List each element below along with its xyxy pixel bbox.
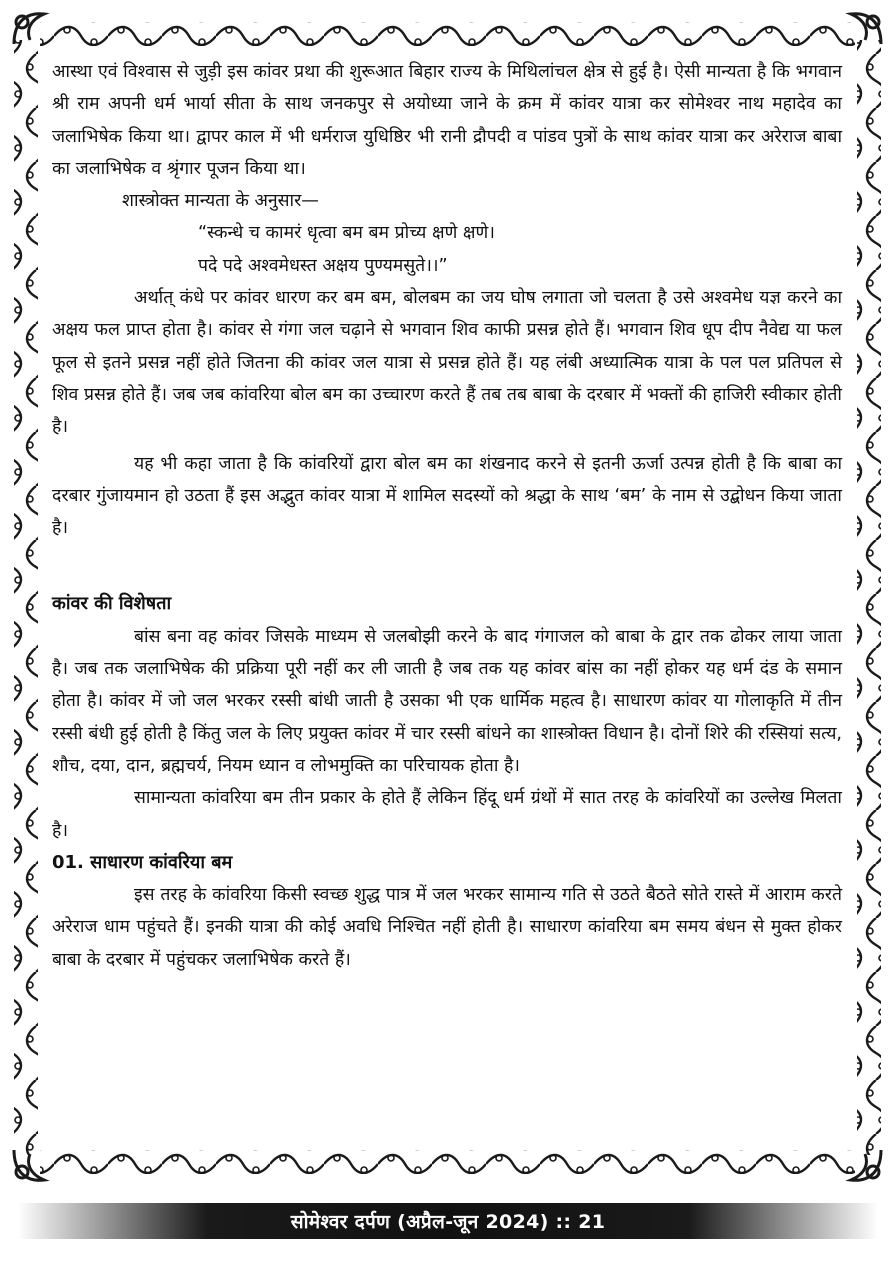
page-footer — [18, 1203, 878, 1239]
article-body — [52, 56, 842, 976]
paragraph-meaning: अर्थात् कंधे पर कांवर धारण कर बम बम, बोलबम का जय घोष लगाता जो चलता है उसे अश्वमेध यज्ञ करने का अक्षय फल प्राप्त होता है। कांवर से गंगा जल चढ़ाने से भगवान शिव काफी प्रसन्न होते हैं। भगवान शिव धूप दीप नैवेद्य या फल फूल से इतने प्रसन्न नहीं होते जितना की कांवर जल यात्रा से प्रसन्न होते हैं। यह लंबी अध्यात्मिक यात्रा के पल पल प्रतिपल से शिव प्रसन्न होते हैं। जब जब कांवरिया बोल बम का उच्चारण करते हैं तब तब बाबा के दरबार में भक्तों की हाजिरी स्वीकार होती है। — [52, 288, 842, 438]
section-heading-kanwar-features: कांवर की विशेषता — [52, 593, 172, 615]
paragraph-kanwar-features: बांस बना वह कांवर जिसके माध्यम से जलबोझी करने के बाद गंगाजल को बाबा के द्वार तक ढोकर लाया जाता है। जब तक जलाभिषेक की प्रक्रिया पूरी नहीं कर ली जाती है जब तक यह कांवर बांस का नहीं होकर यह धर्म दंड के समान होता है। कांवर में जो जल भरकर रस्सी बांधी जाती है उसका भी एक धार्मिक महत्व है। साधारण कांवर या गोलाकृति में तीन रस्सी बंधी हुई होती है किंतु जल के लिए प्रयुक्त कांवर में चार रस्सी बांधने का शास्त्रोक्त विधान है। दोनों शिरे की रस्सियां सत्य, शौच, दया, दान, ब्रह्मचर्य, नियम ध्यान व लोभमुक्ति का परिचायक होता है। — [52, 626, 842, 776]
paragraph-origin: आस्था एवं विश्वास से जुड़ी इस कांवर प्रथा की शुरूआत बिहार राज्य के मिथिलांचल क्षेत्र से हुई है। ऐसी मान्यता है कि भगवान श्री राम अपनी धर्म भार्या सीता के साथ जनकपुर से अयोध्या जाने के क्रम में कांवर यात्रा कर सोमेश्वर नाथ महादेव का जलाभिषेक किया था। द्वापर काल में भी धर्मराज युधिष्ठिर भी रानी द्रौपदी व पांडव पुत्रों के साथ कांवर यात्रा कर अरेराज बाबा का जलाभिषेक व श्रृंगार पूजन किया था। — [52, 62, 842, 179]
paragraph-kanwar-types: सामान्यता कांवरिया बम तीन प्रकार के होते हैं लेकिन हिंदू धर्म ग्रंथों में सात तरह के कांवरियों का उल्लेख मिलता है। — [52, 788, 842, 841]
sanskrit-verse-line-2: पदे पदे अश्वमेधस्त अक्षय पुण्यमसुते।।” — [198, 255, 448, 276]
footer-magazine-issue-page: सोमेश्वर दर्पण (अप्रैल-जून 2024) :: 21 — [290, 1211, 606, 1233]
paragraph-bol-bam: यह भी कहा जाता है कि कांवरियों द्वारा बोल बम का शंखनाद करने से इतनी ऊर्जा उत्पन्न होती है कि बाबा का दरबार गुंजायमान हो उठता हैं इस अद्भुत कांवर यात्रा में शामिल सदस्यों को श्रद्धा के साथ ‘बम’ के नाम से उद्बोधन किया जाता है। — [52, 453, 842, 539]
section-heading-sadharan-bam: 01. साधारण कांवरिया बम — [52, 851, 233, 873]
scripture-reference-intro: शास्त्रोक्त मान्यता के अनुसार— — [122, 191, 319, 212]
paragraph-sadharan-bam: इस तरह के कांवरिया किसी स्वच्छ शुद्ध पात्र में जल भरकर सामान्य गति से उठते बैठते सोते रास्ते में आराम करते अरेराज धाम पहुंचते हैं। इनकी यात्रा की कोई अवधि निश्चित नहीं होती है। साधारण कांवरिया बम समय बंधन से मुक्त होकर बाबा के दरबार में पहुंचकर जलाभिषेक करते हैं। — [52, 885, 842, 970]
sanskrit-verse-line-1: “स्कन्धे च कामरं धृत्वा बम बम प्रोच्य क्षणे क्षणे। — [198, 223, 495, 244]
